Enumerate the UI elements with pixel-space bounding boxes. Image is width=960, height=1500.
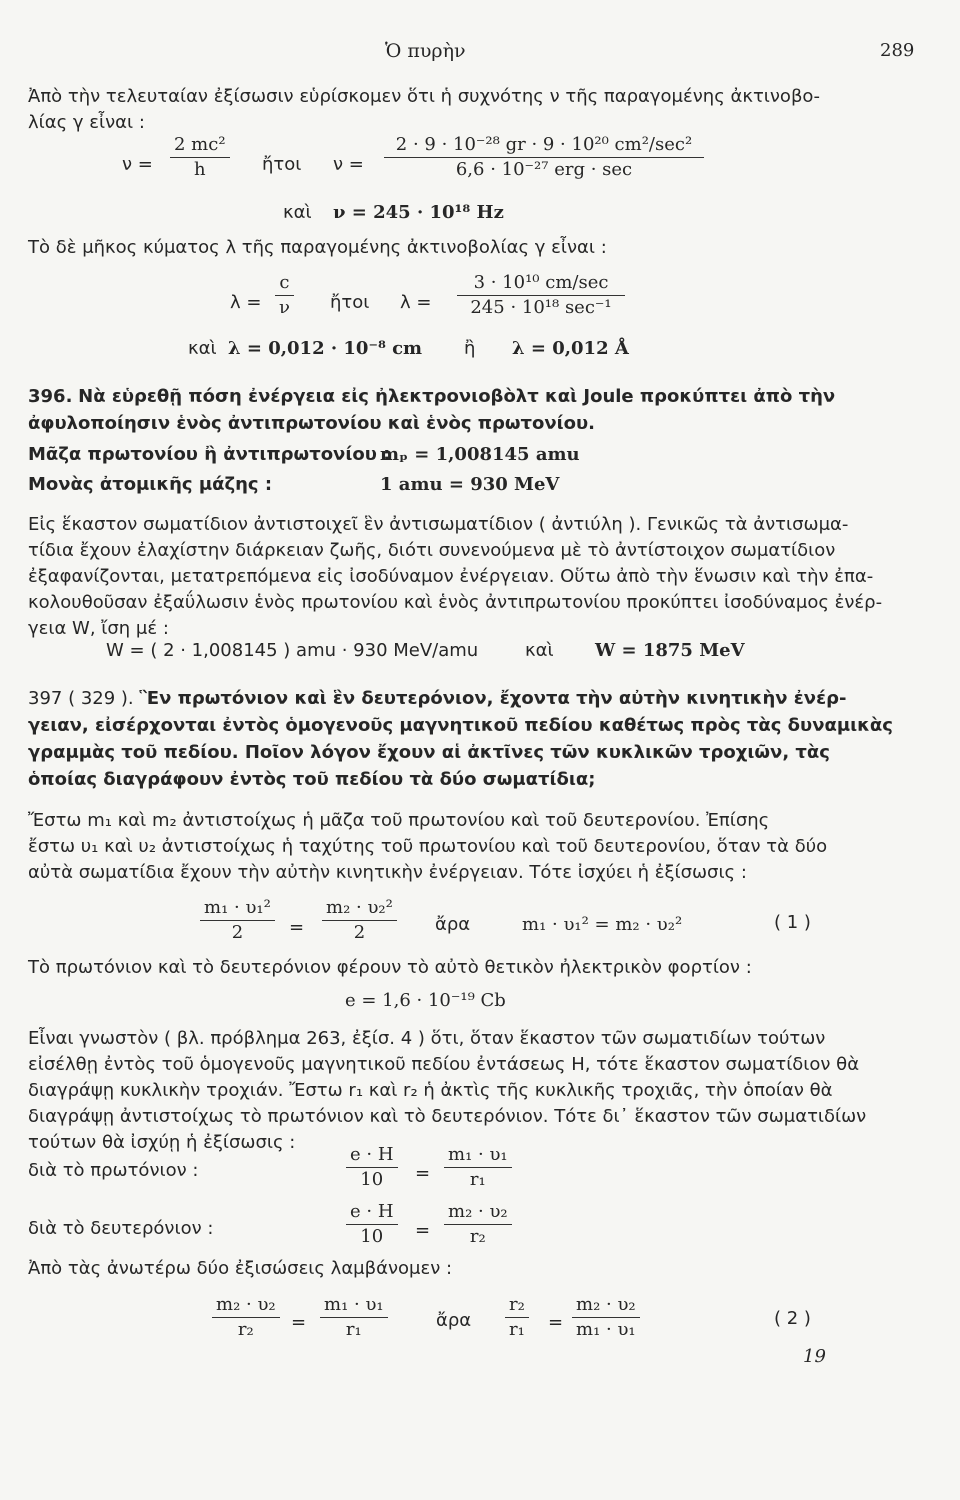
- eq-lambda-denominator2: 245 · 10¹⁸ sec⁻¹: [470, 297, 612, 318]
- proton-label: διὰ τὸ πρωτόνιον :: [28, 1160, 199, 1181]
- proton-numerator-left: e · H: [346, 1143, 398, 1168]
- problem-397-line: ὁποίας διαγράφουν ἐντὸς τοῦ πεδίου τὰ δύο σωματίδια;: [28, 769, 596, 790]
- running-header-title: Ὁ πυρὴν: [385, 40, 466, 62]
- eq-lambda-fraction: [275, 271, 294, 320]
- deuteron-label: διὰ τὸ δευτερόνιον :: [28, 1218, 214, 1239]
- eq2-numerator-1: m₂ · υ₂: [212, 1293, 280, 1318]
- problem-397-line1: [28, 686, 846, 712]
- eq2-fraction-4: [572, 1293, 640, 1342]
- deuteron-denominator-left: 10: [360, 1226, 384, 1247]
- intro-paragraph: [28, 84, 928, 136]
- problem-397-text: Ἓν πρωτόνιον καὶ ἓν δευτερόνιον, ἔχοντα τὴν αὐτὴν κινητικὴν ἐνέρ-: [139, 688, 847, 709]
- solution-397-line: διαγράψῃ κυκλικὴν τροχιάν. Ἔστω r₁ καὶ r₂ ἡ ἀκτὶς τῆς κυκλικῆς τροχιᾶς, τὴν ὁποίαν θὰ: [28, 1080, 833, 1101]
- amu-label: Μονὰς ἀτομικῆς μάζης :: [28, 474, 273, 495]
- solution-397-line: ἔστω υ₁ καὶ υ₂ ἀντιστοίχως ἡ ταχύτης τοῦ πρωτονίου καὶ τοῦ δευτερονίου, ὅταν τὰ δύο: [28, 836, 828, 857]
- eq2-fraction-1: [212, 1293, 280, 1342]
- solution-396-line: γεια W, ἴση μέ :: [28, 618, 169, 639]
- energy-result: W = 1875 MeV: [595, 640, 745, 661]
- problem-396-number: 396.: [28, 386, 73, 407]
- eq-lambda-result2: λ = 0,012 Å: [512, 338, 629, 359]
- eq-nu-itoi: ἤτοι: [262, 154, 302, 175]
- eq-nu-result: ν = 245 · 10¹⁸ Hz: [333, 202, 504, 223]
- eq2-fraction-2: [320, 1293, 388, 1342]
- eq-lambda-lhs2: λ =: [400, 292, 432, 313]
- eq1-ara: ἄρα: [435, 914, 471, 935]
- eq2-denominator-3: r₁: [509, 1319, 525, 1340]
- eq-nu-fraction: [170, 133, 230, 182]
- eq-nu-numerator: 2 mc²: [170, 133, 230, 158]
- solution-397-line: διαγράψῃ ἀντιστοίχως τὸ πρωτόνιον καὶ τὸ δευτερόνιον. Τότε δι᾽ ἕκαστον τῶν σωματιδίων: [28, 1106, 867, 1127]
- from-equations-text: Ἀπὸ τὰς ἀνωτέρω δύο ἐξισώσεις λαμβάνομεν :: [28, 1258, 453, 1279]
- problem-396-text: Νὰ εὑρεθῇ πόση ἐνέργεια εἰς ἠλεκτρονιοβὸλτ καὶ Joule προκύπτει ἀπὸ τὴν: [78, 386, 836, 407]
- deuteron-denominator-right: r₂: [469, 1226, 486, 1247]
- eq2-numerator-4: m₂ · υ₂: [572, 1293, 640, 1318]
- charge-text: Τὸ πρωτόνιον καὶ τὸ δευτερόνιον φέρουν τὸ αὐτὸ θετικὸν ἠλεκτρικὸν φορτίον :: [28, 957, 752, 978]
- solution-396-paragraph: [28, 512, 928, 642]
- eq-lambda-or: ἢ: [464, 338, 476, 359]
- eq-nu-numerator2: 2 · 9 · 10⁻²⁸ gr · 9 · 10²⁰ cm²/sec²: [384, 133, 704, 158]
- solution-397-line: τούτων θὰ ἰσχύῃ ἡ ἐξίσωσις :: [28, 1132, 296, 1153]
- eq-lambda-itoi: ἤτοι: [330, 292, 370, 313]
- eq1-fraction-left: [200, 896, 275, 945]
- eq1-denominator-right: 2: [353, 922, 366, 943]
- intro-line: Ἀπὸ τὴν τελευταίαν ἐξίσωσιν εὑρίσκομεν ὅτι ἡ συχνότης ν τῆς παραγομένης ἀκτινοβο-: [28, 86, 820, 107]
- solution-397-paragraph1: [28, 808, 928, 886]
- solution-396-line: ἐξαφανίζονται, μετατρεπόμενα εἰς ἰσοδύναμον ἐνέργειαν. Οὕτω ἀπὸ τὴν ἕνωσιν καὶ τὴν ἐπα-: [28, 566, 874, 587]
- problem-397-line: γειαν, εἰσέρχονται ἐντὸς ὁμογενοῦς μαγνητικοῦ πεδίου καθέτως πρὸς τὰς δυναμικὰς: [28, 715, 893, 736]
- problem-397-number: 397 ( 329 ).: [28, 688, 134, 709]
- eq2-equals-1: =: [291, 1312, 307, 1333]
- eq-nu-lhs2: ν =: [333, 154, 364, 175]
- eq-nu-denominator: h: [193, 159, 206, 180]
- mass-value: mₚ = 1,008145 amu: [380, 444, 580, 465]
- charge-equation: e = 1,6 · 10⁻¹⁹ Cb: [345, 990, 506, 1011]
- energy-kai: καὶ: [525, 640, 554, 661]
- proton-denominator-left: 10: [360, 1169, 384, 1190]
- deuteron-fraction-left: [346, 1200, 398, 1249]
- solution-397-paragraph2: [28, 1026, 928, 1156]
- intro-line: λίας γ εἶναι :: [28, 112, 145, 133]
- deuteron-numerator-left: e · H: [346, 1200, 398, 1225]
- eq-lambda-lhs: λ =: [230, 292, 262, 313]
- eq-nu-lhs: ν =: [122, 154, 153, 175]
- eq-lambda-result1: λ = 0,012 · 10⁻⁸ cm: [228, 338, 423, 359]
- proton-fraction-left: [346, 1143, 398, 1192]
- eq2-numerator-2: m₁ · υ₁: [320, 1293, 388, 1318]
- eq-nu-kai: καὶ: [283, 202, 312, 223]
- problem-396-line2: ἀφυλοποίησιν ἑνὸς ἀντιπρωτονίου καὶ ἑνὸς πρωτονίου.: [28, 413, 596, 434]
- page-number: 289: [880, 40, 915, 61]
- solution-397-line: Ἔστω m₁ καὶ m₂ ἀντιστοίχως ἡ μᾶζα τοῦ πρωτονίου καὶ τοῦ δευτερονίου. Ἐπίσης: [28, 810, 770, 831]
- problem-396-line1: [28, 384, 835, 410]
- deuteron-fraction-right: [444, 1200, 512, 1249]
- eq1-fraction-right: [322, 896, 397, 945]
- solution-397-line: αὐτὰ σωματίδια ἔχουν τὴν αὐτὴν κινητικὴν ἐνέργειαν. Τότε ἰσχύει ἡ ἐξίσωσις :: [28, 862, 747, 883]
- eq-lambda-fraction2: [456, 271, 626, 320]
- wavelength-intro: Τὸ δὲ μῆκος κύματος λ τῆς παραγομένης ἀκτινοβολίας γ εἶναι :: [28, 237, 607, 258]
- eq1-denominator-left: 2: [231, 922, 244, 943]
- eq-nu-denominator2: 6,6 · 10⁻²⁷ erg · sec: [455, 159, 633, 180]
- eq2-ara: ἄρα: [436, 1310, 472, 1331]
- eq2-numerator-3: r₂: [505, 1293, 529, 1318]
- solution-397-line: εἰσέλθῃ ἐντὸς τοῦ ὁμογενοῦς μαγνητικοῦ πεδίου ἐντάσεως H, τότε ἕκαστον σωματίδιον θὰ: [28, 1054, 860, 1075]
- eq1-equals: =: [289, 917, 305, 938]
- solution-397-line: Εἶναι γνωστὸν ( βλ. πρόβλημα 263, ἐξίσ. 4 ) ὅτι, ὅταν ἕκαστον τῶν σωματιδίων τούτων: [28, 1028, 826, 1049]
- proton-denominator-right: r₁: [469, 1169, 486, 1190]
- deuteron-equals: =: [415, 1220, 431, 1241]
- eq2-fraction-3: [505, 1293, 529, 1342]
- eq1-numerator-left: m₁ · υ₁²: [200, 896, 275, 921]
- signature-mark: 19: [803, 1346, 826, 1367]
- eq-lambda-numerator2: 3 · 10¹⁰ cm/sec: [457, 271, 625, 296]
- problem-397-line: γραμμὰς τοῦ πεδίου. Ποῖον λόγον ἔχουν αἱ ἀκτῖνες τῶν κυκλικῶν τροχιῶν, τὰς: [28, 742, 830, 763]
- proton-fraction-right: [444, 1143, 512, 1192]
- energy-equation: W = ( 2 · 1,008145 ) amu · 930 MeV/amu: [106, 640, 479, 661]
- solution-396-line: τίδια ἔχουν ἐλαχίστην διάρκειαν ζωῆς, διότι συνενούμενα μὲ τὸ ἀντίστοιχον σωματίδιον: [28, 540, 836, 561]
- proton-equals: =: [415, 1163, 431, 1184]
- eq2-denominator-1: r₂: [237, 1319, 254, 1340]
- eq1-label: ( 1 ): [774, 912, 811, 933]
- eq2-denominator-2: r₁: [345, 1319, 362, 1340]
- eq1-numerator-right: m₂ · υ₂²: [322, 896, 397, 921]
- amu-value: 1 amu = 930 MeV: [380, 474, 560, 495]
- eq2-equals-2: =: [548, 1312, 564, 1333]
- eq-lambda-numerator: c: [275, 271, 293, 296]
- eq2-label: ( 2 ): [774, 1308, 811, 1329]
- eq1-result: m₁ · υ₁² = m₂ · υ₂²: [522, 914, 683, 935]
- eq-nu-fraction2: [384, 133, 704, 182]
- deuteron-numerator-right: m₂ · υ₂: [444, 1200, 512, 1225]
- mass-label: Μᾶζα πρωτονίου ἢ ἀντιπρωτονίου :: [28, 444, 391, 465]
- eq2-denominator-4: m₁ · υ₁: [576, 1319, 636, 1340]
- solution-396-line: Εἰς ἕκαστον σωματίδιον ἀντιστοιχεῖ ἓν ἀντισωματίδιον ( ἀντιύλη ). Γενικῶς τὰ ἀντισωμα-: [28, 514, 849, 535]
- eq-lambda-denominator: ν: [279, 297, 290, 318]
- eq-lambda-kai: καὶ: [188, 338, 217, 359]
- proton-numerator-right: m₁ · υ₁: [444, 1143, 512, 1168]
- solution-396-line: κολουθοῦσαν ἐξαΰλωσιν ἑνὸς πρωτονίου καὶ ἑνὸς ἀντιπρωτονίου προκύπτει ἰσοδύναμος ἐνέρ-: [28, 592, 883, 613]
